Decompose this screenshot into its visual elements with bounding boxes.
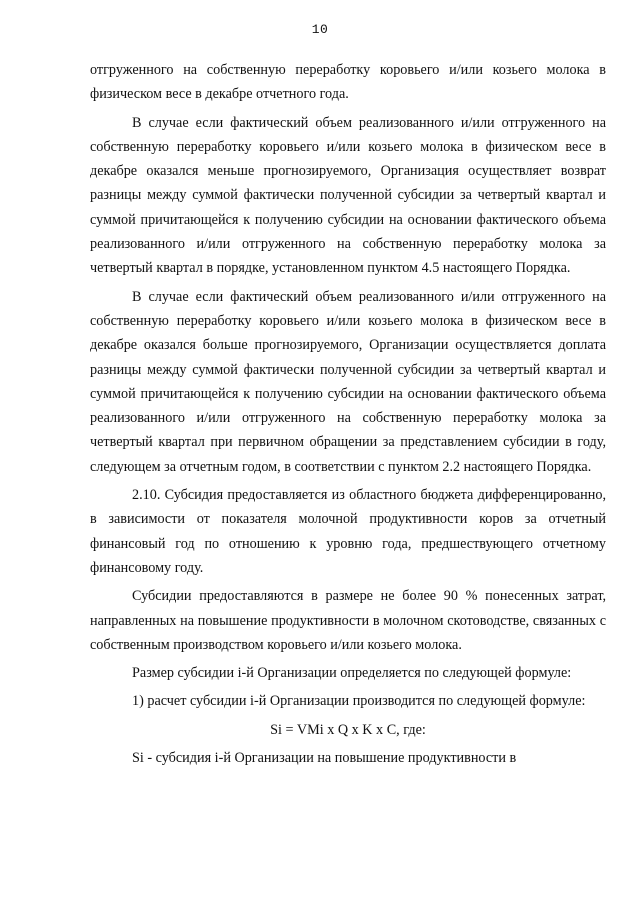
paragraph-formula-definition: Si - субсидия i-й Организации на повышение продуктивности в [132, 750, 517, 767]
paragraph-clause-2-10: 2.10. Субсидия предоставляется из областного бюджета дифференцированно, в зависимости от показателя молочной продуктивности коров за отчетный финансовый год по отношению к уровню года, предшествующего отчетному финансовому году. [90, 487, 606, 576]
paragraph-subsidy-limit: Субсидии предоставляются в размере не более 90 % понесенных затрат, направленных на повышение продуктивности в молочном скотоводстве, связанных с собственным производством коровьего и/или козьего молока. [90, 588, 606, 653]
subsidy-formula: Si = VMi x Q x K x C, где: [270, 721, 426, 738]
paragraph-continuation: отгруженного на собственную переработку коровьего и/или козьего молока в физическом весе в декабре отчетного года. [90, 62, 606, 103]
document-body [90, 58, 606, 770]
paragraph-refund-case: В случае если фактический объем реализованного и/или отгруженного на собственную переработку коровьего и/или козьего молока в физическом весе в декабре оказался меньше прогнозируемого, Организация осуществляет возврат разницы между суммой фактически полученной субсидии за четвертый квартал и суммой причитающейся к получению субсидии на основании фактического объема реализованного и/или отгруженного на собственную переработку молока за четвертый квартал в порядке, установленном пунктом 4.5 настоящего Порядка. [90, 114, 606, 277]
paragraph-surcharge-case: В случае если фактический объем реализованного и/или отгруженного на собственную переработку коровьего и/или козьего молока в физическом весе в декабре оказался больше прогнозируемого, Организации осуществляется доплата разницы между суммой фактически полученной субсидии за четвертый квартал и суммой причитающейся к получению субсидии на основании фактического объема реализованного и/или отгруженного на собственную переработку молока за четвертый квартал при первичном обращении за представлением субсидии в году, следующем за отчетным годом, в соответствии с пунктом 2.2 настоящего Порядка. [90, 288, 606, 475]
paragraph-calculation-intro: 1) расчет субсидии i-й Организации производится по следующей формуле: [132, 693, 586, 710]
paragraph-subsidy-size: Размер субсидии i-й Организации определяется по следующей формуле: [132, 665, 572, 682]
page-number: 10 [311, 22, 329, 37]
